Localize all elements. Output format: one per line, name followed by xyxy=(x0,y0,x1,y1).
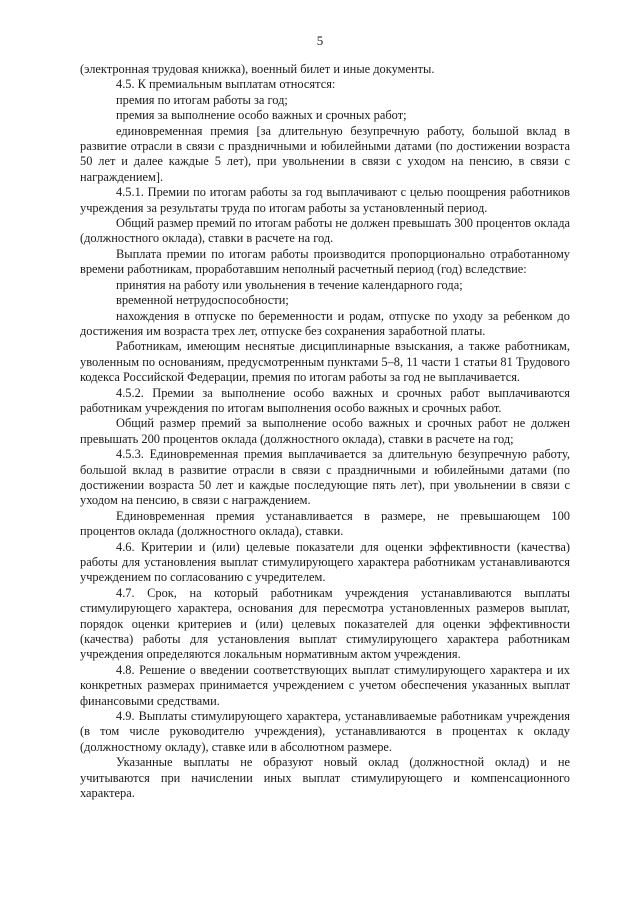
paragraph: 4.6. Критерии и (или) целевые показатели для оценки эффективности (качества) работы для установления выплат стимулирующего характера работникам устанавливаются учреждением по согласованию с учредителем. xyxy=(80,539,570,585)
paragraph: 4.9. Выплаты стимулирующего характера, устанавливаемые работникам учреждения (в том числе руководителю учреждения), устанавливаются в процентах к окладу (должностному окладу), ставке или в абсолютном размере. xyxy=(80,709,570,754)
paragraph: Указанные выплаты не образуют новый оклад (должностной оклад) и не учитываются при начислении иных выплат стимулирующего и компенсационного характера. xyxy=(80,755,570,801)
paragraph: Выплата премии по итогам работы производится пропорционально отработанному времени работникам, проработавшим неполный расчетный период (год) вследствие: xyxy=(80,246,570,277)
document-body xyxy=(80,62,570,802)
page-number: 5 xyxy=(316,33,324,48)
list-item: нахождения в отпуске по беременности и родам, отпуске по уходу за ребенком до достижения им возраста трех лет, отпуске без сохранения заработной платы. xyxy=(80,308,570,338)
paragraph: Общий размер премий по итогам работы не должен превышать 300 процентов оклада (должностного оклада), ставки в расчете на год. xyxy=(80,216,570,246)
list-item: временной нетрудоспособности; xyxy=(116,293,289,308)
paragraph: 4.5. К премиальным выплатам относятся: xyxy=(116,77,336,92)
paragraph: 4.5.1. Премии по итогам работы за год выплачивают с целью поощрения работников учреждения за результаты труда по итогам работы за установленный период. xyxy=(80,185,570,215)
paragraph: (электронная трудовая книжка), военный билет и иные документы. xyxy=(80,62,435,76)
paragraph: 4.8. Решение о введении соответствующих выплат стимулирующего характера и их конкретных размерах принимается учреждением с учетом обеспечения указанных выплат финансовыми средствами. xyxy=(80,662,570,708)
paragraph: 4.5.2. Премии за выполнение особо важных и срочных работ выплачиваются работникам учреждения по итогам выполнения особо важных и срочных работ. xyxy=(80,385,570,415)
paragraph: Работникам, имеющим неснятые дисциплинарные взыскания, а также работникам, уволенным по основаниям, предусмотренным пунктами 5–8, 11 части 1 статьи 81 Трудового кодекса Российской Федерации, премия по итогам работы за год не выплачивается. xyxy=(80,339,570,385)
list-item: принятия на работу или увольнения в течение календарного года; xyxy=(116,277,463,292)
paragraph: Единовременная премия устанавливается в размере, не превышающем 100 процентов оклада (должностного оклада), ставки. xyxy=(80,508,570,539)
list-item: премия по итогам работы за год; xyxy=(116,92,288,107)
list-item: премия за выполнение особо важных и срочных работ; xyxy=(116,108,407,123)
paragraph: 4.7. Срок, на который работникам учреждения устанавливаются выплаты стимулирующего характера, основания для пересмотра установленных размеров выплат, порядок оценки критериев и (или) целевых показателей для оценки эффективности (качества) работы для установления выплат стимулирующего характера работникам учреждения определяются локальным нормативным актом учреждения. xyxy=(80,585,570,662)
paragraph: 4.5.3. Единовременная премия выплачивается за длительную безупречную работу, большой вклад в развитие отрасли в связи с праздничными и юбилейными датами (по достижении возраста 50 лет и каждые последующие пять лет), при увольнении в связи с уходом на пенсию, в связи с награждением. xyxy=(80,447,570,508)
list-item: единовременная премия [за длительную безупречную работу, большой вклад в развитие отрасли в связи с праздничными и юбилейными датами (по достижении возраста 50 лет и далее каждые 5 лет), при увольнении в связи с уходом на пенсию, в связи с награждением]. xyxy=(80,123,570,184)
paragraph: Общий размер премий за выполнение особо важных и срочных работ не должен превышать 200 процентов оклада (должностного оклада), ставки в расчете на год; xyxy=(80,416,570,446)
